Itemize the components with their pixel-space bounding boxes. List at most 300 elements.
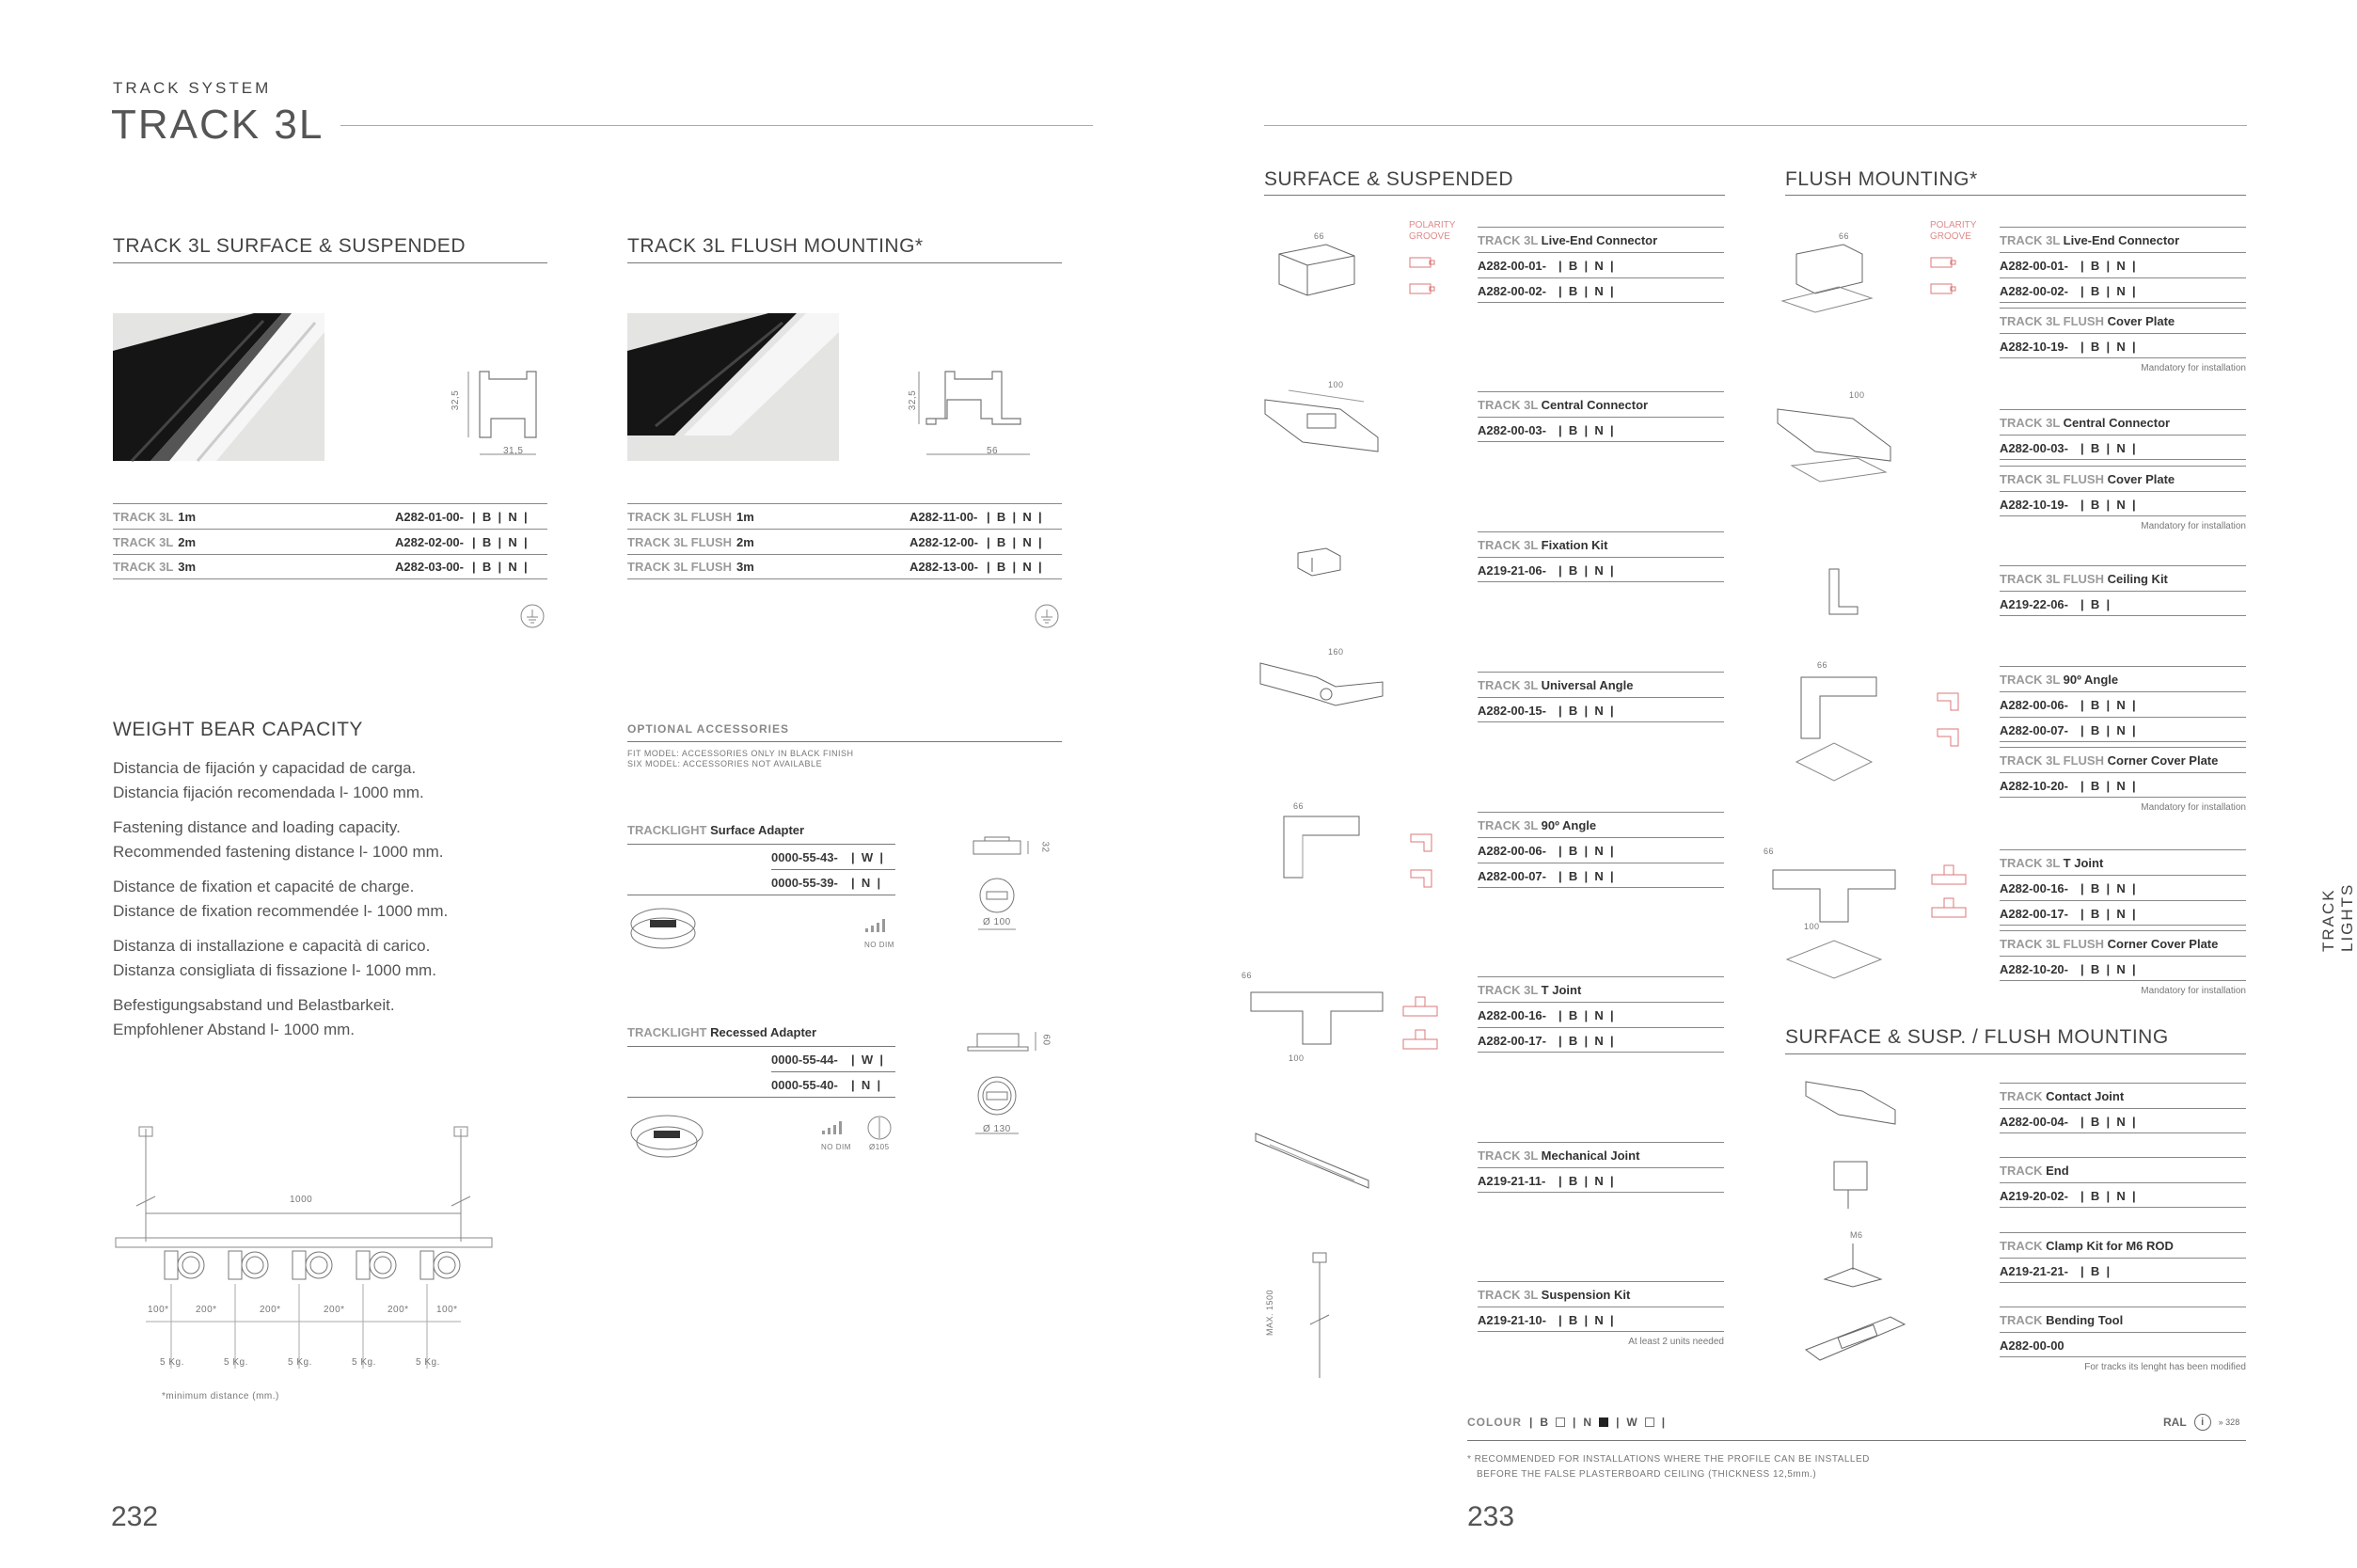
flush-heading-rule	[627, 262, 1062, 263]
product-title	[2000, 930, 2246, 956]
product-name: Contact Joint	[2046, 1089, 2125, 1103]
row-name: 3m	[736, 560, 754, 574]
product-prefix: TRACK 3L FLUSH	[2000, 572, 2104, 586]
page-number-left: 232	[111, 1501, 159, 1532]
product-note: Mandatory for installation	[2141, 802, 2246, 813]
row-prefix: TRACK 3L	[113, 534, 174, 549]
product-code: A282-00-07-	[1478, 869, 1546, 883]
product-code: A219-21-10-	[1478, 1313, 1546, 1327]
product-code: A282-00-03-	[1478, 423, 1546, 437]
product-row	[1478, 252, 1724, 277]
angle-90-icons	[1409, 832, 1437, 898]
weight-line: Distancia de fijación y capacidad de carga.	[113, 759, 417, 777]
product-options: | B | N |	[2080, 1189, 2136, 1203]
recessed-adapter-name: Recessed Adapter	[710, 1025, 817, 1039]
section-kicker: TRACK SYSTEM	[113, 79, 272, 97]
product-code: A219-20-02-	[2000, 1189, 2068, 1203]
accessories-note-2: SIX MODEL: ACCESSORIES NOT AVAILABLE	[627, 759, 823, 768]
weight-load-3: 5 Kg.	[288, 1357, 312, 1368]
row-code: A282-03-00-	[395, 560, 464, 574]
ra-nodim: NO DIM	[821, 1143, 851, 1151]
product-name: Central Connector	[2063, 416, 2171, 430]
dim-66: 66	[1314, 231, 1325, 241]
product-title	[2000, 1157, 2246, 1182]
ral-label: RAL	[2163, 1416, 2187, 1429]
surface-adapter-name: Surface Adapter	[710, 823, 805, 837]
sa-nodim: NO DIM	[864, 941, 894, 949]
polarity-label-2	[1930, 220, 1976, 243]
product-row	[1478, 277, 1724, 303]
product-code: A282-00-03-	[2000, 441, 2068, 455]
product-name: End	[2046, 1164, 2069, 1178]
weight-note: *minimum distance (mm.)	[162, 1391, 279, 1402]
flush-track-photo	[627, 313, 839, 461]
product-rows	[2000, 772, 2246, 798]
product-rows	[1478, 1167, 1724, 1193]
product-prefix: TRACK 3L FLUSH	[2000, 753, 2104, 768]
product-block	[2000, 666, 2246, 742]
product-row	[2000, 435, 2246, 460]
product-code: A282-10-19-	[2000, 498, 2068, 512]
product-code: A219-21-21-	[2000, 1264, 2068, 1278]
side-label: TRACK LIGHTS	[2319, 882, 2356, 952]
sa-code-1: 0000-55-43-	[771, 850, 838, 864]
product-title	[1478, 1281, 1724, 1307]
product-block	[2000, 466, 2246, 537]
polarity-icons	[1930, 256, 1958, 298]
product-title	[1478, 672, 1724, 697]
product-block	[1478, 227, 1724, 303]
product-block	[1478, 976, 1724, 1053]
product-row	[2000, 772, 2246, 798]
product-name: Central Connector	[1541, 398, 1649, 412]
price-row	[113, 503, 547, 529]
t-joint-drawing	[1246, 978, 1387, 1053]
colour-w: W	[1626, 1416, 1637, 1429]
product-rows	[2000, 435, 2246, 460]
flush-t-drawing	[1768, 856, 1900, 988]
sa-rule-1	[627, 844, 895, 845]
product-block	[2000, 308, 2246, 379]
product-name: 90º Angle	[2063, 673, 2119, 687]
dim-66f: 66	[1764, 847, 1775, 856]
weight-paragraph	[113, 993, 640, 1042]
product-rows	[1478, 252, 1724, 303]
product-prefix: TRACK 3L	[1478, 983, 1539, 997]
surface-susp-heading: SURFACE & SUSPENDED	[1264, 168, 1514, 190]
row-options: | B | N |	[472, 560, 528, 574]
flush-live-end-drawing	[1778, 235, 1872, 329]
bending-tool-drawing	[1801, 1307, 1914, 1373]
dim-66c: 66	[1242, 971, 1253, 980]
product-code: A282-00-00	[2000, 1338, 2064, 1353]
dim-66b: 66	[1293, 801, 1305, 811]
price-row	[113, 529, 547, 554]
ra-opts-1: | W |	[851, 1053, 883, 1067]
flush-photo-art	[627, 313, 839, 461]
product-rows	[2000, 333, 2246, 358]
weight-line: Distanza di installazione e capacità di carico.	[113, 937, 431, 955]
ra-dim-d: Ø 130	[983, 1124, 1011, 1134]
colour-b: B	[1540, 1416, 1549, 1429]
product-options: | B | N |	[1558, 1313, 1614, 1327]
product-note: Mandatory for installation	[2141, 363, 2246, 373]
product-rows	[2000, 1332, 2246, 1357]
ra-code-1: 0000-55-44-	[771, 1053, 838, 1067]
dim-100: 100	[1328, 380, 1344, 389]
product-title	[2000, 409, 2246, 435]
product-row	[2000, 591, 2246, 616]
title-rule	[340, 125, 1093, 126]
polarity-line-2b: GROOVE	[1930, 231, 1971, 242]
product-row	[1478, 1167, 1724, 1193]
weight-line: Distancia fijación recomendada l- 1000 mm.	[113, 784, 424, 801]
product-code: A282-00-01-	[1478, 259, 1546, 273]
product-code: A282-00-06-	[1478, 844, 1546, 858]
product-row	[2000, 691, 2246, 717]
product-options: | B | N |	[1558, 423, 1614, 437]
dim-66e: 66	[1817, 660, 1828, 670]
product-options: | B |	[2080, 1264, 2111, 1278]
flush-angle-icons	[1936, 691, 1964, 757]
product-title	[2000, 466, 2246, 491]
product-code: A282-00-16-	[1478, 1008, 1546, 1022]
product-code: A219-21-11-	[1478, 1174, 1546, 1188]
polarity-line-1: POLARITY	[1409, 220, 1456, 230]
row-prefix: TRACK 3L FLUSH	[627, 509, 732, 524]
product-name: Clamp Kit for M6 ROD	[2046, 1239, 2174, 1253]
product-name: Corner Cover Plate	[2107, 937, 2219, 951]
product-code: A219-22-06-	[2000, 597, 2068, 611]
product-row	[2000, 1332, 2246, 1357]
product-title	[2000, 308, 2246, 333]
price-row	[627, 554, 1062, 579]
product-options: | B | N |	[2080, 284, 2136, 298]
surface-heading-rule	[113, 262, 547, 263]
product-rows	[2000, 691, 2246, 742]
weight-line: Distance de fixation et capacité de charge.	[113, 878, 415, 895]
product-block	[2000, 849, 2246, 926]
product-name: Live-End Connector	[2063, 233, 2180, 247]
product-row	[2000, 717, 2246, 742]
product-title	[1478, 391, 1724, 417]
row-options: | B | N |	[472, 534, 528, 549]
weight-line: Fastening distance and loading capacity.	[113, 818, 401, 836]
live-end-connector-drawing	[1270, 235, 1364, 301]
product-options: | B | N |	[2080, 1115, 2136, 1129]
product-title	[1478, 227, 1724, 252]
product-rows	[2000, 252, 2246, 303]
product-block	[1478, 672, 1724, 722]
weight-line: Distance de fixation recommendée l- 1000 mm.	[113, 902, 449, 920]
product-code: A282-00-04-	[2000, 1115, 2068, 1129]
weight-load-2: 5 Kg.	[224, 1357, 248, 1368]
weight-paragraph	[113, 756, 640, 805]
product-prefix: TRACK 3L	[1478, 538, 1539, 552]
polarity-line-2: GROOVE	[1409, 231, 1450, 242]
page-title: TRACK 3L	[111, 102, 324, 148]
product-options: | B | N |	[2080, 698, 2136, 712]
fixation-kit-drawing	[1293, 544, 1350, 581]
product-block	[1478, 812, 1724, 888]
product-code: A282-10-20-	[2000, 779, 2068, 793]
product-rows	[2000, 1108, 2246, 1133]
earth-icon	[1035, 604, 1059, 628]
product-prefix: TRACK 3L	[2000, 416, 2061, 430]
product-rows	[2000, 591, 2246, 616]
flush-central-drawing	[1773, 390, 1905, 494]
product-options: | B | N |	[2080, 259, 2136, 273]
row-name: 1m	[736, 509, 754, 524]
row-code: A282-12-00-	[910, 534, 978, 549]
product-name: Mechanical Joint	[1541, 1148, 1640, 1163]
dim-bars-icon	[822, 1121, 848, 1134]
ra-opts-2: | N |	[851, 1078, 881, 1092]
product-row	[2000, 277, 2246, 303]
product-row	[1478, 1307, 1724, 1332]
row-options: | B | N |	[987, 509, 1042, 524]
product-title	[2000, 1083, 2246, 1108]
weight-line: Befestigungsabstand und Belastbarkeit.	[113, 996, 395, 1014]
product-options: | B | N |	[1558, 704, 1614, 718]
product-code: A282-00-16-	[2000, 881, 2068, 895]
product-code: A282-10-19-	[2000, 340, 2068, 354]
product-rows	[1478, 697, 1724, 722]
product-code: A282-00-17-	[2000, 907, 2068, 921]
product-options: | B | N |	[2080, 881, 2136, 895]
weight-paragraph	[113, 934, 640, 983]
swatch-black-icon	[1599, 1418, 1608, 1427]
product-prefix: TRACK 3L	[1478, 233, 1539, 247]
ra-code-2: 0000-55-40-	[771, 1078, 838, 1092]
surface-adapter-drawing	[627, 903, 703, 959]
product-row	[1478, 863, 1724, 888]
product-row	[1478, 557, 1724, 582]
product-prefix: TRACK	[2000, 1239, 2043, 1253]
ral-block	[2163, 1414, 2239, 1431]
product-options: | B | N |	[1558, 1008, 1614, 1022]
weight-span: 1000	[290, 1195, 313, 1205]
product-prefix: TRACK 3L	[1478, 678, 1539, 692]
product-row	[2000, 252, 2246, 277]
product-prefix: TRACK	[2000, 1164, 2043, 1178]
weight-gap-3: 200*	[260, 1305, 281, 1315]
cutout-icon	[867, 1116, 892, 1140]
row-prefix: TRACK 3L	[113, 560, 174, 574]
product-prefix: TRACK 3L	[1478, 818, 1539, 832]
dim-m6: M6	[1850, 1230, 1863, 1240]
product-prefix: TRACK 3L FLUSH	[2000, 472, 2104, 486]
recessed-adapter-prefix: TRACKLIGHT	[627, 1025, 707, 1039]
product-title	[2000, 1232, 2246, 1258]
page-number-right: 233	[1467, 1501, 1515, 1532]
ral-page: » 328	[2218, 1418, 2240, 1427]
product-rows	[1478, 1002, 1724, 1053]
product-prefix: TRACK 3L FLUSH	[2000, 314, 2104, 328]
surface-adapter-prefix: TRACKLIGHT	[627, 823, 707, 837]
contact-joint-drawing	[1801, 1072, 1905, 1138]
central-connector-drawing	[1260, 381, 1392, 466]
polarity-line-1b: POLARITY	[1930, 220, 1977, 230]
weight-line: Recommended fastening distance l- 1000 mm.	[113, 843, 444, 861]
info-icon: i	[2194, 1414, 2211, 1431]
sa-dim-h: 32	[1039, 841, 1051, 853]
product-code: A282-00-15-	[1478, 704, 1546, 718]
product-prefix: TRACK 3L FLUSH	[2000, 937, 2104, 951]
product-code: A282-00-06-	[2000, 698, 2068, 712]
weight-gap-2: 200*	[196, 1305, 217, 1315]
product-title	[2000, 747, 2246, 772]
product-options: | B | N |	[1558, 844, 1614, 858]
product-name: T Joint	[2063, 856, 2104, 870]
colour-legend: COLOUR | B | N | W |	[1467, 1416, 1666, 1429]
product-prefix: TRACK 3L	[2000, 856, 2061, 870]
product-row	[2000, 956, 2246, 981]
row-name: 2m	[178, 534, 197, 549]
row-options: | B | N |	[472, 509, 528, 524]
track-photo	[113, 313, 324, 461]
dim-160: 160	[1328, 647, 1344, 657]
row-prefix: TRACK 3L	[113, 509, 174, 524]
product-code: A282-00-02-	[2000, 284, 2068, 298]
product-name: T Joint	[1541, 983, 1582, 997]
surface-dim-w: 31,5	[503, 446, 524, 456]
price-row	[627, 503, 1062, 529]
product-prefix: TRACK 3L	[1478, 398, 1539, 412]
product-name: Cover Plate	[2107, 472, 2175, 486]
surface-adapter-title	[627, 823, 804, 837]
swatch-white-icon	[1645, 1418, 1654, 1427]
ra-rule-2	[771, 1071, 895, 1072]
row-name: 2m	[736, 534, 754, 549]
row-prefix: TRACK 3L FLUSH	[627, 560, 732, 574]
product-title	[2000, 1307, 2246, 1332]
surface-heading: TRACK 3L SURFACE & SUSPENDED	[113, 235, 466, 257]
swatch-white-icon	[1556, 1418, 1565, 1427]
product-options: | B | N |	[2080, 907, 2136, 921]
product-row	[1478, 417, 1724, 442]
product-code: A282-00-02-	[1478, 284, 1546, 298]
product-block	[2000, 1307, 2246, 1378]
product-options: | B | N |	[1558, 1034, 1614, 1048]
product-name: Universal Angle	[1541, 678, 1634, 692]
product-row	[2000, 875, 2246, 900]
product-name: 90º Angle	[1541, 818, 1597, 832]
row-options: | B | N |	[987, 534, 1042, 549]
product-code: A282-10-20-	[2000, 962, 2068, 976]
weight-gap-4: 200*	[324, 1305, 345, 1315]
product-options: | B | N |	[1558, 869, 1614, 883]
product-name: Ceiling Kit	[2107, 572, 2168, 586]
product-block	[1478, 391, 1724, 442]
product-title	[1478, 1142, 1724, 1167]
sa-code-2: 0000-55-39-	[771, 876, 838, 890]
product-rows	[2000, 491, 2246, 516]
ra-dim-h: 60	[1040, 1034, 1052, 1046]
product-code: A282-00-17-	[1478, 1034, 1546, 1048]
accessories-rule	[627, 741, 1062, 742]
product-name: Live-End Connector	[1541, 233, 1658, 247]
product-row	[2000, 491, 2246, 516]
product-note: At least 2 units needed	[1628, 1337, 1724, 1347]
product-row	[1478, 1027, 1724, 1053]
dim-bars-icon	[865, 919, 892, 932]
product-title	[2000, 565, 2246, 591]
universal-angle-drawing	[1256, 649, 1397, 734]
product-name: Corner Cover Plate	[2107, 753, 2219, 768]
product-rows	[1478, 557, 1724, 582]
row-code: A282-13-00-	[910, 560, 978, 574]
polarity-label-1	[1409, 220, 1455, 243]
track-photo-art	[113, 313, 324, 461]
sa-opts-1: | W |	[851, 850, 883, 864]
dim-max: MAX. 1500	[1265, 1289, 1274, 1336]
surface-adapter-side-drawing	[964, 837, 1039, 950]
product-options: | B |	[2080, 597, 2111, 611]
weight-line: Empfohlener Abstand l- 1000 mm.	[113, 1021, 356, 1038]
product-block	[2000, 930, 2246, 1002]
flush-mounting-heading: FLUSH MOUNTING*	[1785, 168, 1978, 190]
combo-rule	[1785, 1053, 2246, 1054]
price-row	[627, 529, 1062, 554]
product-note: Mandatory for installation	[2141, 986, 2246, 996]
product-block	[2000, 747, 2246, 818]
colour-n: N	[1583, 1416, 1592, 1429]
weight-gap-5: 200*	[388, 1305, 409, 1315]
flush-mounting-rule	[1785, 195, 2246, 196]
product-code: A282-00-01-	[2000, 259, 2068, 273]
product-options: | B | N |	[1558, 284, 1614, 298]
weight-load-5: 5 Kg.	[416, 1357, 440, 1368]
row-code: A282-02-00-	[395, 534, 464, 549]
weight-paragraph	[113, 875, 640, 924]
suspension-kit-drawing	[1305, 1251, 1334, 1383]
product-title	[1478, 812, 1724, 837]
product-name: Fixation Kit	[1541, 538, 1608, 552]
product-block	[2000, 1232, 2246, 1283]
weight-gap-1: 100*	[148, 1305, 169, 1315]
weight-text	[113, 756, 640, 1053]
product-prefix: TRACK 3L	[1478, 1288, 1539, 1302]
product-row	[1478, 1002, 1724, 1027]
product-row	[1478, 837, 1724, 863]
product-row	[2000, 1182, 2246, 1208]
product-note: Mandatory for installation	[2141, 521, 2246, 531]
row-code: A282-01-00-	[395, 509, 464, 524]
product-block	[1478, 1281, 1724, 1353]
row-name: 3m	[178, 560, 197, 574]
t-joint-icons	[1401, 997, 1439, 1063]
product-block	[2000, 227, 2246, 303]
product-rows	[1478, 417, 1724, 442]
weight-gap-6: 100*	[436, 1305, 458, 1315]
product-block	[2000, 409, 2246, 460]
weight-paragraph	[113, 816, 640, 864]
colour-label: COLOUR	[1467, 1416, 1522, 1429]
product-rows	[1478, 837, 1724, 888]
sa-dim-d: Ø 100	[983, 917, 1011, 927]
row-code: A282-11-00-	[910, 509, 978, 524]
product-prefix: TRACK 3L	[1478, 1148, 1539, 1163]
product-prefix: TRACK 3L	[2000, 233, 2061, 247]
product-code: A282-00-07-	[2000, 723, 2068, 737]
product-options: | B | N |	[2080, 779, 2136, 793]
product-name: Suspension Kit	[1541, 1288, 1631, 1302]
sa-rule-2	[771, 869, 895, 870]
row-prefix: TRACK 3L FLUSH	[627, 534, 732, 549]
ra-cut: Ø105	[869, 1143, 890, 1151]
weight-load-4: 5 Kg.	[352, 1357, 376, 1368]
